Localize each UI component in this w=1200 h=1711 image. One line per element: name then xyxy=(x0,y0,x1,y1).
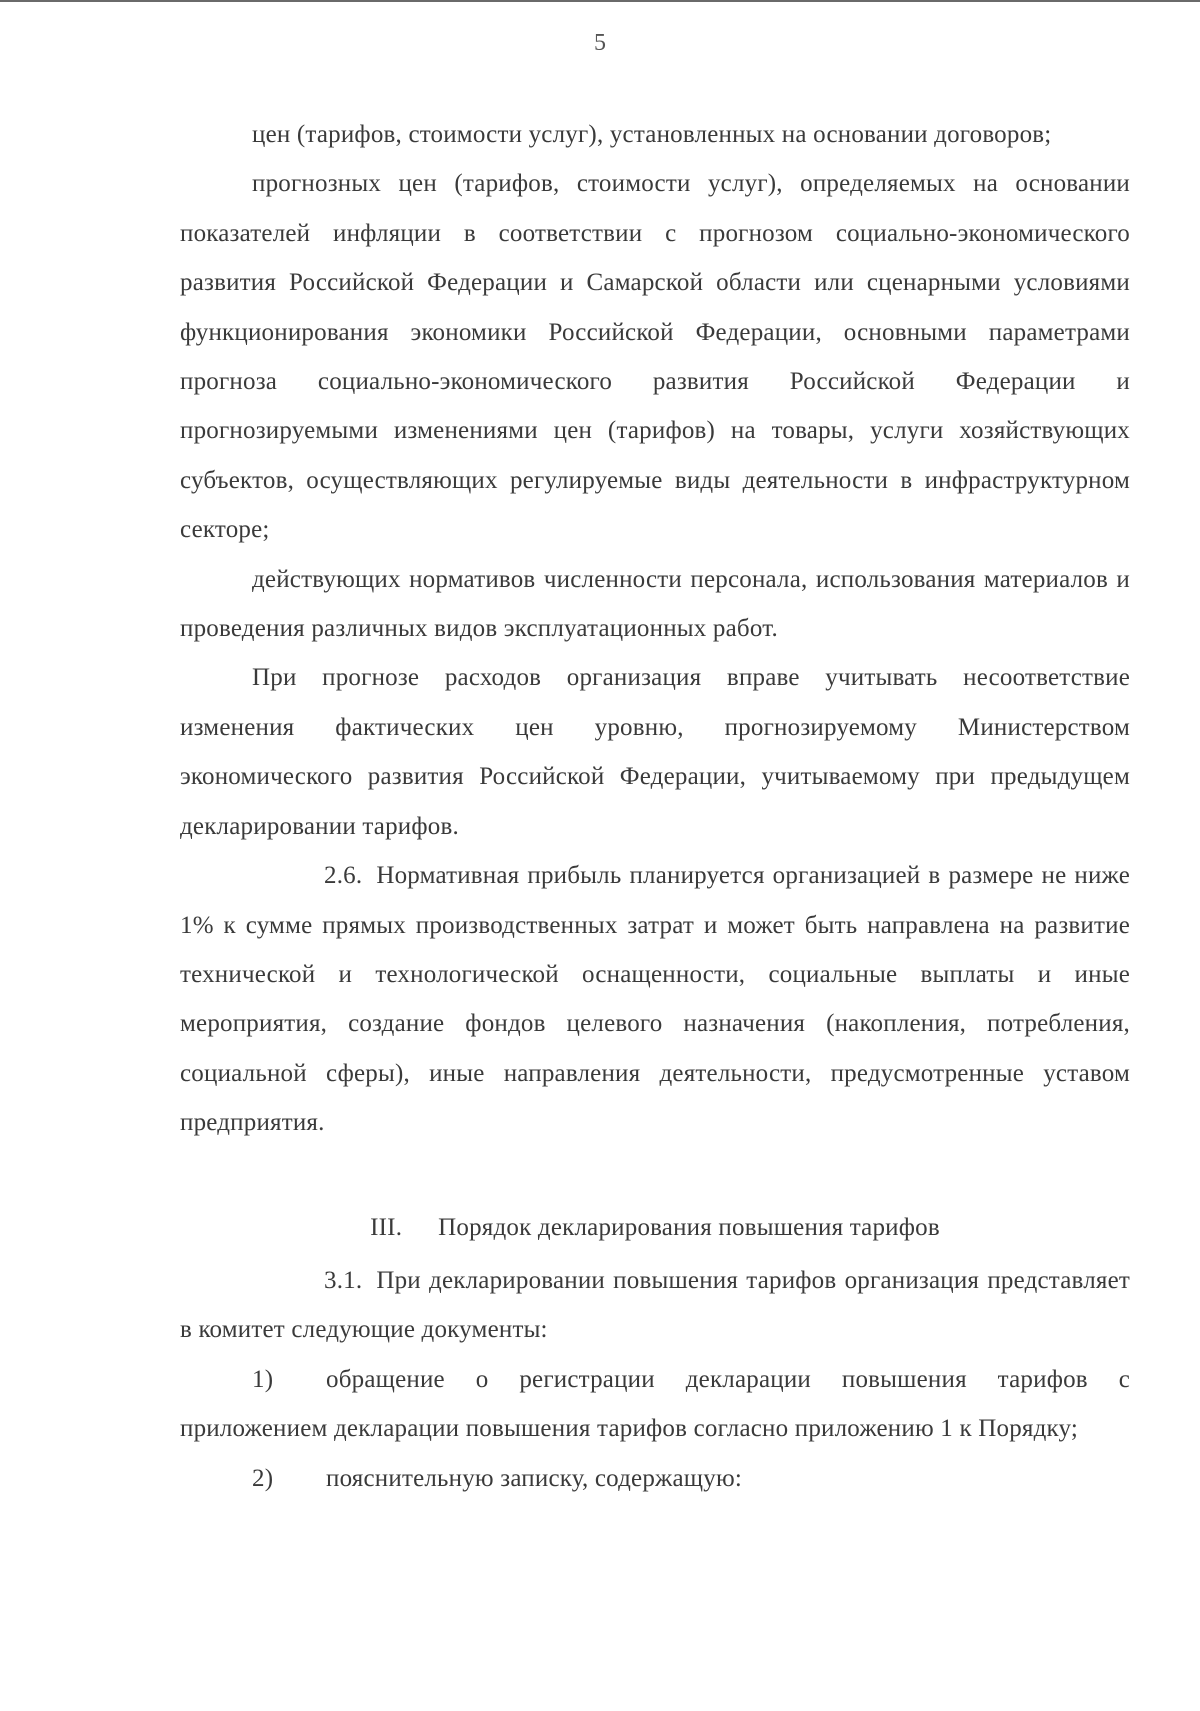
clause-2-6-text: Нормативная прибыль планируется организацией в размере не ниже 1% к сумме прямых производственных затрат и может быть направлена на развитие технической и технологической оснащенности, социальные выплаты и иные мероприятия, создание фондов целевого назначения (накопления, потребления, социальной сферы), иные направления деятельности, предусмотренные уставом предприятия. xyxy=(180,862,1130,1137)
section-heading xyxy=(180,1203,1130,1252)
list-item-text: обращение о регистрации декларации повышения тарифов с приложением декларации повышения тарифов согласно приложению 1 к Порядку; xyxy=(180,1365,1130,1443)
list-item-text: пояснительную записку, содержащую: xyxy=(326,1464,742,1492)
list-item-number: 1) xyxy=(252,1365,274,1393)
section-number: III. xyxy=(370,1213,403,1241)
paragraph-staff-norms: действующих нормативов численности персонала, использования материалов и проведения различных видов эксплуатационных работ. xyxy=(180,565,1130,643)
clause-2-6-number: 2.6. xyxy=(324,862,363,890)
paragraph-cost-forecast: При прогнозе расходов организация вправе учитывать несоответствие изменения фактических цен уровню, прогнозируемому Министерством экономического развития Российской Федерации, учитываемому при предыдущем декларировании тарифов. xyxy=(180,664,1130,840)
list-item xyxy=(180,1454,1130,1503)
section-title: Порядок декларирования повышения тарифов xyxy=(438,1213,940,1241)
clause-2-6 xyxy=(180,851,1130,1147)
clause-3-1-number: 3.1. xyxy=(324,1266,363,1294)
document-body xyxy=(180,110,1130,1503)
clause-3-1-text: При декларировании повышения тарифов организация представляет в комитет следующие документы: xyxy=(180,1266,1130,1344)
paragraph-forecast-prices: прогнозных цен (тарифов, стоимости услуг), определяемых на основании показателей инфляции в соответствии с прогнозом социально-экономического развития Российской Федерации и Самарской области или сценарными условиями функционирования экономики Российской Федерации, основными параметрами прогноза социально-экономического развития Российской Федерации и прогнозируемыми изменениями цен (тарифов) на товары, услуги хозяйствующих субъектов, осуществляющих регулируемые виды деятельности в инфраструктурном секторе; xyxy=(180,170,1130,544)
clause-3-1 xyxy=(180,1256,1130,1355)
page-number: 5 xyxy=(594,30,606,56)
list-item xyxy=(180,1355,1130,1454)
page-top-border xyxy=(0,0,1200,2)
list-item-number: 2) xyxy=(252,1464,274,1492)
paragraph-prices-contracts: цен (тарифов, стоимости услуг), установленных на основании договоров; xyxy=(252,121,1052,148)
